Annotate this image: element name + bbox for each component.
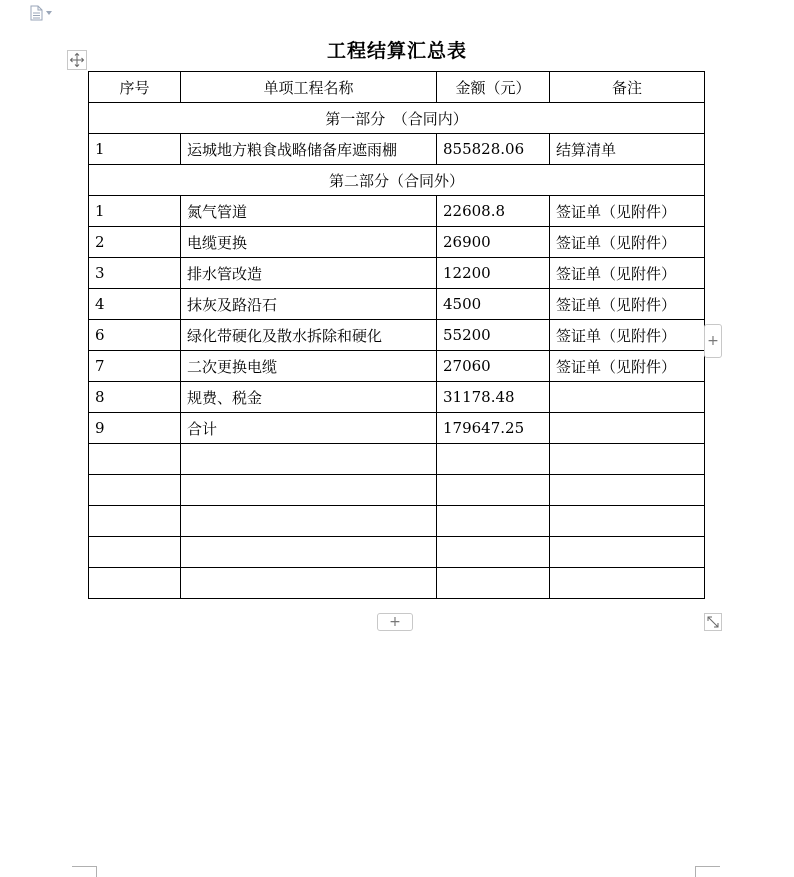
document-icon xyxy=(30,5,43,21)
cell-no[interactable]: 2 xyxy=(89,227,181,258)
table-row xyxy=(89,134,705,165)
table-row xyxy=(89,351,705,382)
cell-amount[interactable]: 55200 xyxy=(437,320,550,351)
empty-cell[interactable] xyxy=(437,475,550,506)
cell-no[interactable]: 3 xyxy=(89,258,181,289)
cell-name[interactable]: 合计 xyxy=(181,413,437,444)
section2-label[interactable]: 第二部分（合同外） xyxy=(89,165,705,196)
cell-amount[interactable]: 855828.06 xyxy=(437,134,550,165)
cell-remark[interactable]: 签证单（见附件） xyxy=(550,196,705,227)
cell-remark[interactable]: 签证单（见附件） xyxy=(550,289,705,320)
empty-cell[interactable] xyxy=(550,506,705,537)
cell-remark[interactable] xyxy=(550,382,705,413)
header-remark[interactable]: 备注 xyxy=(550,72,705,103)
cell-remark[interactable]: 签证单（见附件） xyxy=(550,258,705,289)
cell-no[interactable]: 1 xyxy=(89,196,181,227)
settlement-table xyxy=(88,71,705,599)
resize-icon xyxy=(706,615,720,629)
empty-row xyxy=(89,537,705,568)
chevron-down-icon xyxy=(46,11,52,15)
cell-name[interactable]: 氮气管道 xyxy=(181,196,437,227)
cell-remark[interactable]: 签证单（见附件） xyxy=(550,351,705,382)
empty-cell[interactable] xyxy=(89,506,181,537)
cell-name[interactable]: 电缆更换 xyxy=(181,227,437,258)
cell-remark[interactable] xyxy=(550,413,705,444)
cell-name[interactable]: 运城地方粮食战略储备库遮雨棚 xyxy=(181,134,437,165)
table-row xyxy=(89,289,705,320)
cell-no[interactable]: 6 xyxy=(89,320,181,351)
empty-cell[interactable] xyxy=(181,506,437,537)
add-row-button[interactable]: + xyxy=(377,613,413,631)
empty-cell[interactable] xyxy=(181,537,437,568)
cell-name[interactable]: 排水管改造 xyxy=(181,258,437,289)
empty-row xyxy=(89,568,705,599)
header-amount[interactable]: 金额（元） xyxy=(437,72,550,103)
table-row xyxy=(89,227,705,258)
table-row xyxy=(89,320,705,351)
empty-cell[interactable] xyxy=(437,444,550,475)
cell-no[interactable]: 9 xyxy=(89,413,181,444)
section1-label[interactable]: 第一部分 （合同内） xyxy=(89,103,705,134)
empty-cell[interactable] xyxy=(181,475,437,506)
table-resize-handle[interactable] xyxy=(704,613,722,631)
header-no[interactable]: 序号 xyxy=(89,72,181,103)
cell-amount[interactable]: 12200 xyxy=(437,258,550,289)
empty-cell[interactable] xyxy=(181,568,437,599)
empty-cell[interactable] xyxy=(89,475,181,506)
empty-row xyxy=(89,506,705,537)
table-row xyxy=(89,196,705,227)
table-header-row xyxy=(89,72,705,103)
document-menu[interactable] xyxy=(30,4,54,22)
cell-name[interactable]: 二次更换电缆 xyxy=(181,351,437,382)
empty-cell[interactable] xyxy=(437,506,550,537)
empty-cell[interactable] xyxy=(550,475,705,506)
cell-name[interactable]: 规费、税金 xyxy=(181,382,437,413)
header-name[interactable]: 单项工程名称 xyxy=(181,72,437,103)
cell-name[interactable]: 抹灰及路沿石 xyxy=(181,289,437,320)
cell-amount[interactable]: 31178.48 xyxy=(437,382,550,413)
cell-no[interactable]: 4 xyxy=(89,289,181,320)
empty-cell[interactable] xyxy=(550,444,705,475)
cell-amount[interactable]: 179647.25 xyxy=(437,413,550,444)
empty-cell[interactable] xyxy=(181,444,437,475)
cell-amount[interactable]: 22608.8 xyxy=(437,196,550,227)
empty-row xyxy=(89,444,705,475)
cell-amount[interactable]: 4500 xyxy=(437,289,550,320)
page-corner-mark-left xyxy=(72,866,97,877)
empty-cell[interactable] xyxy=(89,444,181,475)
empty-row xyxy=(89,475,705,506)
empty-cell[interactable] xyxy=(437,568,550,599)
cell-remark[interactable]: 签证单（见附件） xyxy=(550,320,705,351)
cell-remark[interactable]: 签证单（见附件） xyxy=(550,227,705,258)
cell-amount[interactable]: 26900 xyxy=(437,227,550,258)
cell-no[interactable]: 1 xyxy=(89,134,181,165)
empty-cell[interactable] xyxy=(437,537,550,568)
section-row xyxy=(89,103,705,134)
document-title: 工程结算汇总表 xyxy=(326,40,467,62)
table-row xyxy=(89,382,705,413)
section-row xyxy=(89,165,705,196)
cell-name[interactable]: 绿化带硬化及散水拆除和硬化 xyxy=(181,320,437,351)
empty-cell[interactable] xyxy=(550,537,705,568)
cell-amount[interactable]: 27060 xyxy=(437,351,550,382)
add-column-button[interactable]: + xyxy=(704,324,722,358)
cell-remark[interactable]: 结算清单 xyxy=(550,134,705,165)
empty-cell[interactable] xyxy=(89,537,181,568)
cell-no[interactable]: 7 xyxy=(89,351,181,382)
empty-cell[interactable] xyxy=(89,568,181,599)
table-row xyxy=(89,413,705,444)
empty-cell[interactable] xyxy=(550,568,705,599)
cell-no[interactable]: 8 xyxy=(89,382,181,413)
page-corner-mark-right xyxy=(695,866,720,877)
table-row xyxy=(89,258,705,289)
